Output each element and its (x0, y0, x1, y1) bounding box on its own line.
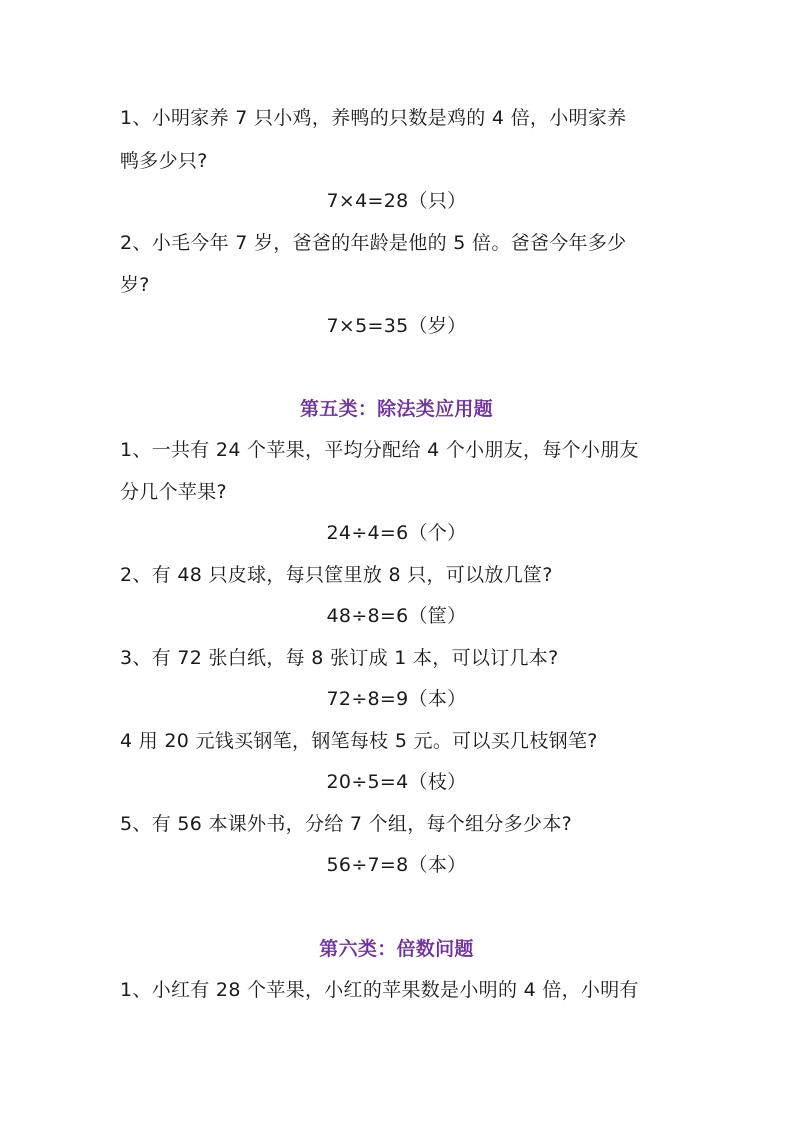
answer-line: 20÷5=4（枝） (326, 771, 467, 793)
question-line: 3、有 72 张白纸，每 8 张订成 1 本，可以订几本? (120, 647, 559, 669)
answer-line: 72÷8=9（本） (326, 688, 467, 710)
question-line-cont: 分几个苹果? (120, 481, 227, 503)
question-line: 2、小毛今年 7 岁，爸爸的年龄是他的 5 倍。爸爸今年多少 (120, 232, 627, 254)
section-heading-multiple: 第六类：倍数问题 (319, 938, 474, 960)
question-line: 4 用 20 元钱买钢笔，钢笔每枝 5 元。可以买几枝钢笔? (120, 730, 598, 752)
question-line: 1、小红有 28 个苹果，小红的苹果数是小明的 4 倍，小明有 (120, 979, 639, 1001)
answer-line: 56÷7=8（本） (326, 854, 467, 876)
question-line: 1、一共有 24 个苹果，平均分配给 4 个小朋友，每个小朋友 (120, 439, 639, 461)
question-5-1-line-1: 1、小明家养 7 只小鸡，养鸭的只数是鸡的 4 倍，小明家养 (120, 107, 627, 129)
question-line: 5、有 56 本课外书，分给 7 个组，每个组分多少本? (120, 813, 572, 835)
answer-line: 24÷4=6（个） (326, 522, 467, 544)
question-line: 2、有 48 只皮球，每只筐里放 8 只，可以放几筐? (120, 564, 553, 586)
section-heading-division: 第五类：除法类应用题 (299, 398, 493, 420)
question-5-1-line-2: 鸭多少只? (120, 150, 208, 172)
answer-line: 48÷8=6（筐） (326, 605, 467, 627)
answer-line: 7×5=35（岁） (326, 315, 467, 337)
question-line-cont: 岁? (120, 274, 150, 296)
answer-line: 7×4=28（只） (326, 190, 467, 212)
